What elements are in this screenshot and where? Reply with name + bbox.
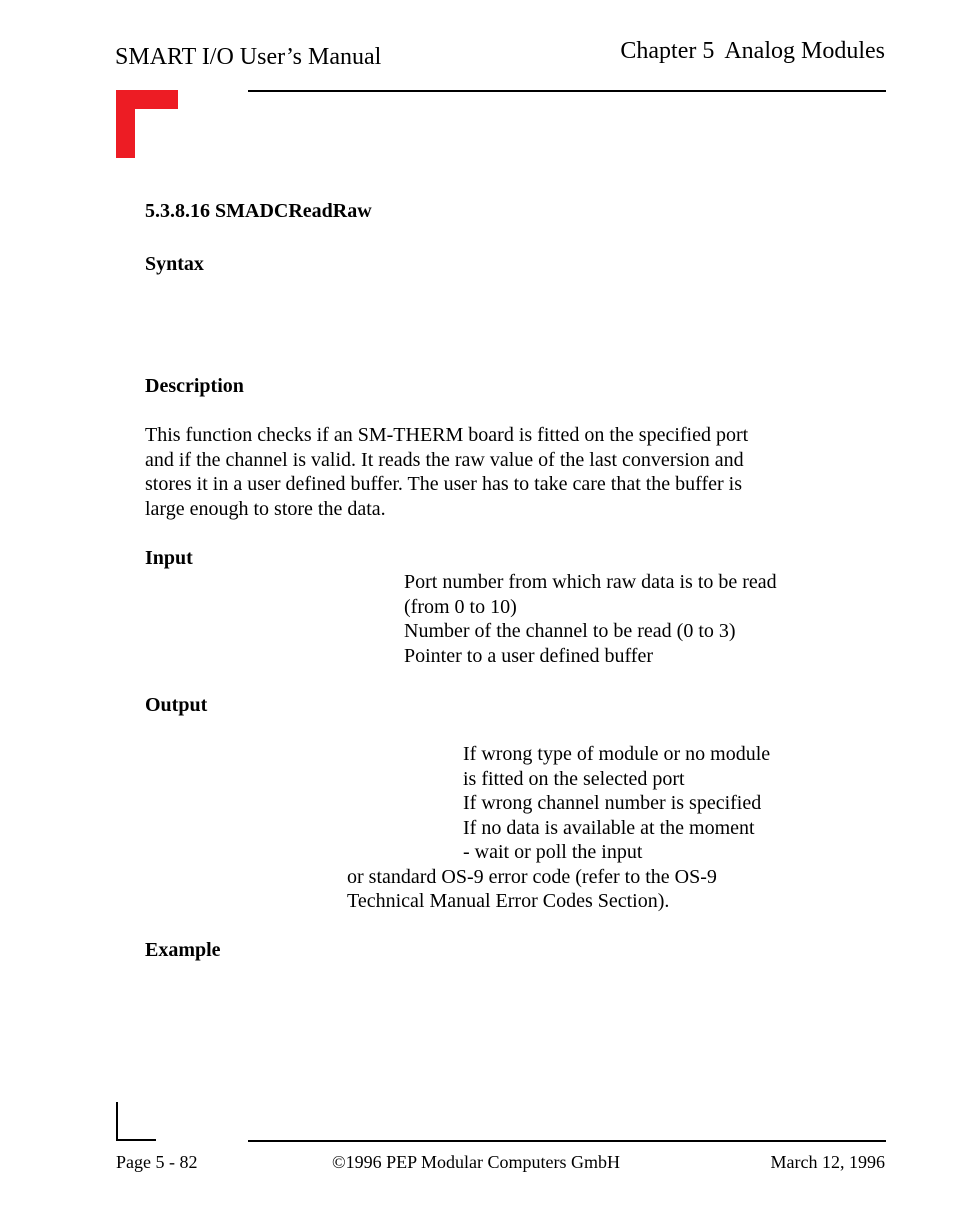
copyright: ©1996 PEP Modular Computers GmbH [332,1152,621,1172]
output-line: is fitted on the selected port [463,768,685,790]
output-line: - wait or poll the input [463,841,643,863]
description-line: stores it in a user defined buffer. The user has to take care that the buffer is [145,473,743,495]
description-line: This function checks if an SM-THERM board is fitted on the specified port [145,424,749,446]
chapter-title: Analog Modules [724,38,885,64]
description-label: Description [145,375,244,397]
footer-rule [248,1140,886,1142]
input-line: (from 0 to 10) [404,596,517,618]
header-rule [248,90,886,92]
output-extra-line: or standard OS-9 error code (refer to the OS-9 [347,866,717,888]
syntax-label: Syntax [145,253,204,275]
section-heading: 5.3.8.16 SMADCReadRaw [145,200,372,222]
chapter-heading [620,38,885,65]
output-line: If wrong channel number is specified [463,792,762,814]
output-label: Output [145,694,208,716]
chapter-label: Chapter 5 [620,38,715,64]
description-line: large enough to store the data. [145,497,386,520]
example-label: Example [145,939,221,961]
output-line: If no data is available at the moment [463,817,755,839]
output-line: If wrong type of module or no module [463,743,771,765]
input-line: Port number from which raw data is to be read [404,571,777,593]
page-number: Page 5 - 82 [116,1152,198,1172]
publication-date: March 12, 1996 [770,1152,885,1172]
footer-corner-mark-horizontal [116,1139,156,1141]
output-extra-line: Technical Manual Error Codes Section). [347,890,670,912]
input-line: Pointer to a user defined buffer [404,645,653,667]
input-label: Input [145,547,193,569]
corner-logo-horizontal [116,90,178,109]
input-line: Number of the channel to be read (0 to 3) [404,620,736,642]
manual-title: SMART I/O User’s Manual [115,44,382,70]
footer-corner-mark-vertical [116,1102,118,1141]
description-paragraph [145,423,748,521]
description-line: and if the channel is valid. It reads the raw value of the last conversion and [145,448,744,471]
